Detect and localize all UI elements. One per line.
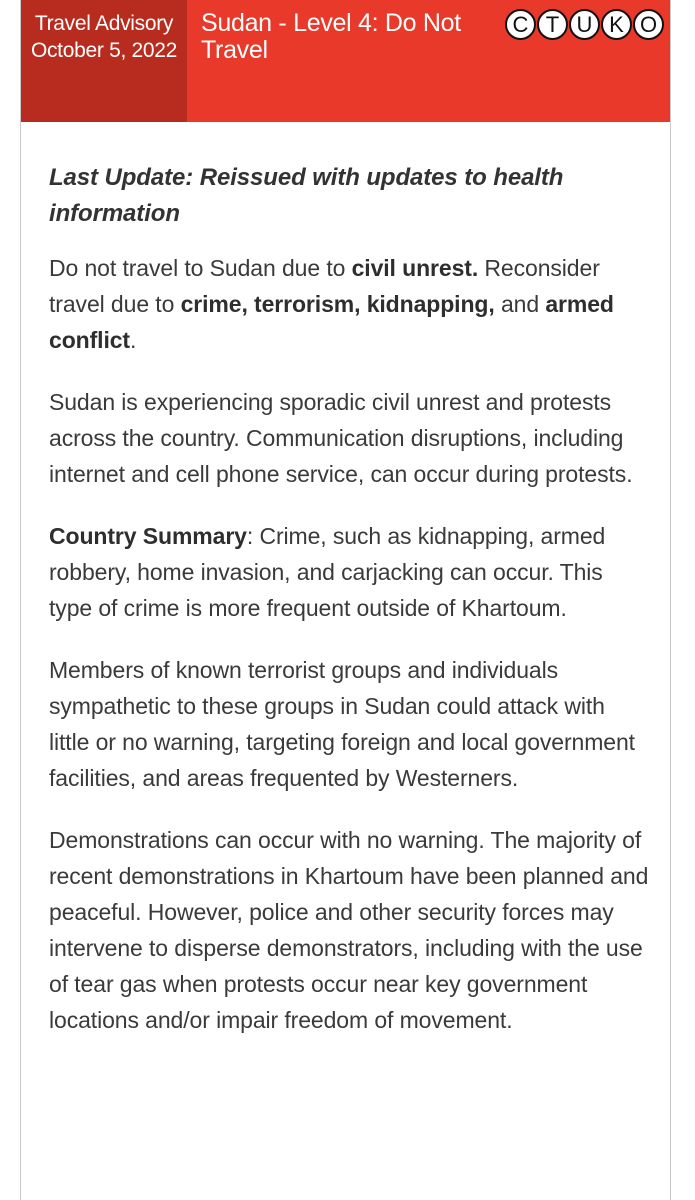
watermark-letter-u: U xyxy=(569,9,600,40)
summary-bold-armed-conflict: armed conflict xyxy=(49,291,614,353)
ctuko-watermark xyxy=(505,9,664,40)
advisory-header xyxy=(21,0,670,122)
advisory-label: Travel Advisory xyxy=(34,12,174,35)
summary-text-2: Reconsider travel due to xyxy=(49,255,600,317)
summary-text-3: and xyxy=(494,291,546,317)
advisory-date-block xyxy=(21,0,187,122)
summary-bold-civil-unrest: civil unrest. xyxy=(351,255,479,281)
demonstrations-paragraph: Demonstrations can occur with no warning. The majority of recent demonstrations in Khartoum have been planned and peaceful. However, police and other security forces may intervene to disperse demonstrators, including with the use of tear gas when protests occur near key government locations and/or impair freedom of movement. xyxy=(49,827,649,1033)
last-update: Last Update: Reissued with updates to health information xyxy=(49,164,564,227)
country-summary-paragraph xyxy=(49,518,649,626)
advisory-summary-paragraph xyxy=(49,250,649,358)
watermark-letter-t: T xyxy=(537,9,568,40)
country-summary-text: : Crime, such as kidnapping, armed robbery, home invasion, and carjacking can occur. This type of crime is more frequent outside of Khartoum. xyxy=(49,523,606,621)
watermark-letter-c: C xyxy=(505,9,536,40)
advisory-card xyxy=(20,0,671,1200)
watermark-letter-k: K xyxy=(601,9,632,40)
terrorism-paragraph: Members of known terrorist groups and individuals sympathetic to these groups in Sudan could attack with little or no warning, targeting foreign and local government facilities, and areas frequented by Westerners. xyxy=(49,657,635,791)
summary-text-4: . xyxy=(129,327,137,353)
country-summary-label: Country Summary xyxy=(49,523,247,549)
watermark-letter-o: O xyxy=(633,9,664,40)
advisory-body xyxy=(49,160,649,1064)
summary-text-1: Do not travel to Sudan due to xyxy=(49,255,352,281)
civil-unrest-paragraph: Sudan is experiencing sporadic civil unrest and protests across the country. Communication disruptions, including internet and cell phone service, can occur during protests. xyxy=(49,389,633,487)
advisory-date: October 5, 2022 xyxy=(30,39,178,62)
summary-bold-risks: crime, terrorism, kidnapping, xyxy=(180,291,495,317)
advisory-title: Sudan - Level 4: Do Not Travel xyxy=(201,9,461,64)
